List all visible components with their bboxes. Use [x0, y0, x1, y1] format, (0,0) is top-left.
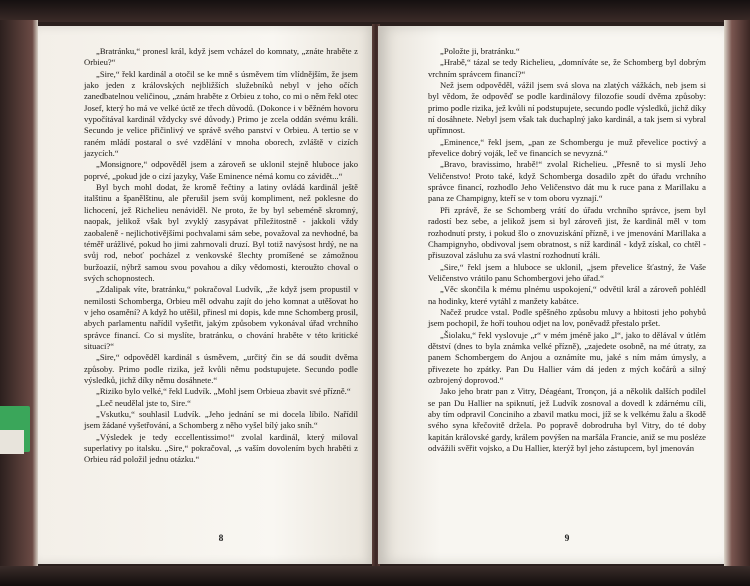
paragraph: Než jsem odpověděl, vážil jsem svá slova na zlatých vážkách, neb jsem si byl vědom, že odpověď se podle kardinálovy filozofie soudí dvěma způsoby: primo podle rizika, jež kvůli ní podstupujete, secundo podle výsledků, jichž díky ní dosáhnete. Nebyl jsem však tak duchaplný jako kardinál, a tak jsem si vybral upřímnost. [428, 80, 706, 136]
left-cover-edge [0, 20, 38, 568]
page-number-left: 8 [218, 534, 224, 544]
paragraph: Načež prudce vstal. Podle spěšného způsobu mluvy a hbitosti jeho pohybů jsem pochopil, že hoří touhou odjet na lov, poněvadž přestalo pršet. [428, 306, 706, 329]
right-page [378, 26, 724, 564]
left-page-text [84, 46, 358, 466]
book-bottom-edge [0, 566, 750, 586]
paragraph: „Vskutku,“ souhlasil Ludvík. „Jeho jednání se mi docela líbilo. Nařídil jsem žádané vyšetřování, a Schomberg z něho vyšel bílý jako sníh.“ [84, 409, 358, 431]
paragraph: „Eminence,“ řekl jsem, „pan ze Schombergu je muž převelice poctivý a převelice dobrý voják, leč ve financích se nevyzná.“ [428, 136, 706, 159]
paragraph: „Hrabě,“ tázal se tedy Richelieu, „domníváte se, že Schomberg byl dobrým vrchním správcem financí?“ [428, 57, 706, 79]
paragraph: „Věc skončila k mému plnému uspokojení,“ odvětil král a zároveň pohlédl na hodinky, které vytáhl z manžety kabátce. [428, 284, 706, 306]
paragraph: „Sire,“ odpověděl kardinál s úsměvem, „určitý čin se dá soudit dvěma způsoby. Primo podle rizika, jež kvůli němu podstupujete. Secundo podle výsledků, jichž díky němu dosáhnete.“ [84, 352, 358, 385]
left-page [38, 26, 374, 564]
paragraph: Byl bych mohl dodat, že kromě řečtiny a latiny ovládá kardinál ještě italštinu a španělštinu, ale přerušil jsem svůj kompliment, než poklesne do lichocení, jež Richelieu nenáviděl. Ne proto, že by byl sebeméně skromný, naopak, jelikož však byl zvyklý zasypávat příležitostně - jakkoli vždy zaobaleně - nejlichotivějšími pochvalami sám sebe, považoval za nevhodné, ba téměř urážlivé, pokud ho jimi zahrnovali druzí. Byl totiž navýsost hrdý, ne na svůj rod, neboť pocházel z venkovské šlechty promíšené se zámožnou buržoazií, nýbrž samou svou povahou a díky vědomosti, kteroužto choval o svých schopnostech. [84, 182, 358, 283]
paragraph: „Výsledek je tedy eccellentissimo!“ zvolal kardinál, který miloval superlativy po italsku. „Sire,“ pokračoval, „s vaším dovolením bych hraběti z Orbieu rád položil jednu otázku.“ [84, 431, 358, 465]
paragraph: „Sire,“ řekl kardinál a otočil se ke mně s úsměvem tím vlídnějším, že jsem jako jeden z královských nejbližších služebníků nebyl v jeho očích zanedbatelnou veličinou, „znám hraběte z Orbieu z toho, co mi o něm řekl otec Josef, který ho má ve velké úctě ze třech důvodů. (Dokonce i v běžném hovoru vypočítával kardinál vždycky své důvody.) Primo je zcela oddán svému králi. Secundo je velice přičinlivý ve správě svého panství v Orbieu. A tertio se v raném mládí postaral o své vzdělání v mnoha oborech, zvláště v cizích jazycích.“ [84, 68, 358, 159]
paragraph: „Monsignore,“ odpověděl jsem a zároveň se uklonil stejně hluboce jako poprvé, „pokud jde o cizí jazyky, Vaše Eminence némá komu co závidět...“ [84, 159, 358, 181]
page-edge-notch [0, 430, 24, 454]
paragraph: Jako jeho bratr pan z Vitry, Déagéant, Tronçon, já a několik dalších podílel se pan Du Hallier na spiknutí, jež Ludvík zosnoval a dovedl k zdárnému cíli, aby tím odpravil Conciniho a zbavil matku moci, jíž se k velkému žalu a škodě svého syna křečovitě držela. Po popravě dobrodruha byl Vitry, do té doby kapitán královské gardy, králem povýšen na maršála Francie, aniž se mu posléze odvážili svěřit vojsko, a Du Hallier, kterýž byl jeho zástupcem, byl jmenován [428, 386, 706, 454]
right-cover-edge [724, 20, 750, 568]
page-number-right: 9 [564, 534, 570, 544]
paragraph: Při zprávě, že se Schomberg vrátí do úřadu vrchního správce, jsem byl radostí bez sebe, a jelikož jsem si byl zároveň jist, že kardinál měl v tom rozhodnutí prsty, i pokud šlo o znovuziskání přízně, i ve jmenování Marillaka a Champignyho, obdivoval jsem obratnost, s níž kardinál - když získal, co chtěl - přisuzoval zásluhu za svá vlastní rozhodnutí králi. [428, 204, 706, 261]
paragraph: „Zdalipak víte, bratránku,“ pokračoval Ludvík, „že když jsem propustil v nemilosti Schomberga, Orbieu měl odvahu zajít do jeho komnat a utěšovat ho v jeho osamění? A když ho utěšil, přinesl mi dopis, kde mne Schomberg prosil, abych parlamentu nařídil vyšetřit, jakým způsobem vykonával úřad vrchního správce financí. Co si myslíte, bratránku, o chování hraběte v této kritické situaci?“ [84, 284, 358, 351]
paragraph: „Riziko bylo velké,“ řekl Ludvík. „Mohl jsem Orbieua zbavit své přízně.“ [96, 386, 351, 397]
paragraph: „Sire,“ řekl jsem a hluboce se uklonil, „jsem převelice šťastný, že Vaše Veličenstvo vrátilo panu Schombergovi jeho úřad.“ [428, 261, 706, 283]
paragraph: „Šiolaku,“ řekl vyslovuje „r“ v mém jméně jako „l“, jako to dělával v útlém dětství (dnes to byla známka velké přízně), „zajedete osobně, na mé útraty, za panem Schombergem do Anjou a oznámíte mu, jaké s ním mám úmysly, a přivezete ho zpátky. Pan Du Hallier vám dá jeden z mých kočárů a silný ozbrojený doprovod.“ [428, 329, 706, 385]
paragraph: „Leč neudělal jste to, Sire.“ [96, 397, 191, 408]
book-top-edge [0, 0, 750, 22]
paragraph: „Bravo, bravissimo, hrabě!“ zvolal Richelieu. „Přesně to si myslí Jeho Veličenstvo! Proto také, když Schomberga dosadilo zpět do úřadu vrchního správce financí, rozhodlo Jeho Veličenstvo dát mu k ruce pana z Marillaku a pana ze Champigny, kteří se v tom oboru vyznají.“ [428, 159, 706, 204]
paragraph: „Položte ji, bratránku.“ [440, 46, 520, 56]
right-page-text [428, 46, 706, 454]
paragraph: „Bratránku,“ pronesl král, když jsem vcházel do komnaty, „znáte hraběte z Orbieu?“ [84, 46, 358, 68]
